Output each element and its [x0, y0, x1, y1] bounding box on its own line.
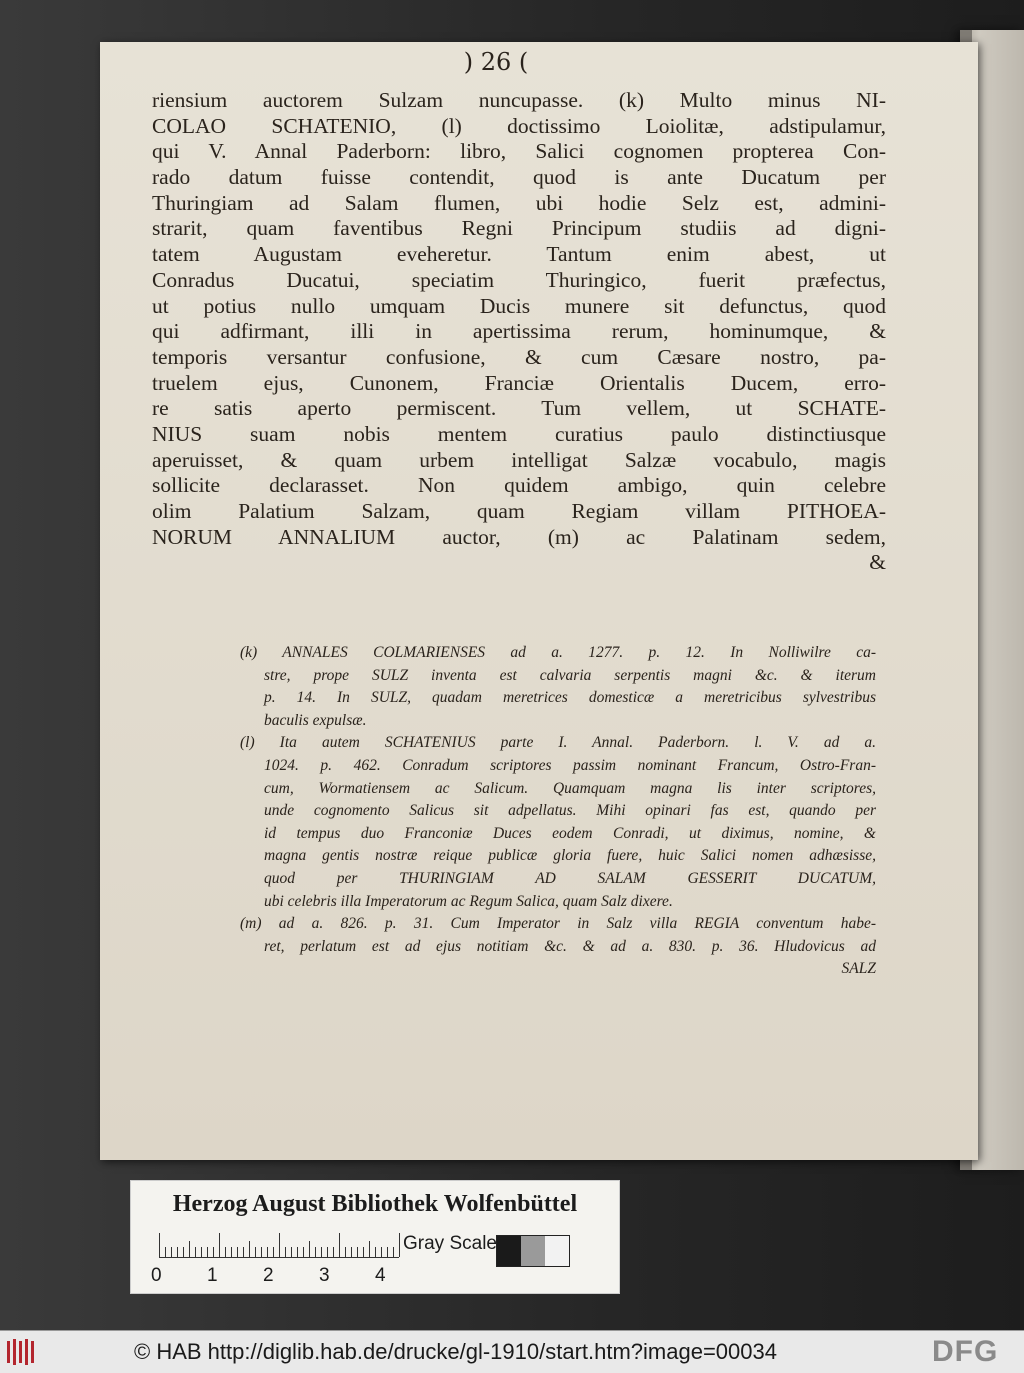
text-line: Conradus Ducatui, speciatim Thuringico, fuerit præfectus,	[152, 267, 886, 292]
footer-bar	[0, 1330, 1024, 1373]
footnote-line: 1024. p. 462. Conradum scriptores passim nominant Francum, Ostro-Fran-	[264, 756, 876, 774]
text-line: ut potius nullo umquam Ducis munere sit defunctus, quod	[152, 293, 886, 318]
text-line: qui V. Annal Paderborn: libro, Salici cognomen propterea Con-	[152, 139, 886, 164]
color-chart-card	[130, 1180, 620, 1294]
hab-logo-icon	[6, 1337, 38, 1367]
footnote-line: stre, prope SULZ inventa est calvaria serpentis magni &c. & iterum	[264, 666, 876, 684]
ruler-tick	[201, 1247, 202, 1257]
footnotes-block	[240, 642, 876, 981]
text-line: sollicite declarasset. Non quidem ambigo, quin celebre	[152, 473, 886, 498]
ruler-tick	[333, 1247, 334, 1257]
text-line: NIUS suam nobis mentem curatius paulo distinctiusque	[152, 421, 886, 446]
text-line: rado datum fuisse contendit, quod is ante Ducatum per	[152, 165, 886, 190]
ruler-tick	[207, 1247, 208, 1257]
ruler-tick	[225, 1247, 226, 1257]
footnote-line: magna gentis nostræ reique publicæ gloria fuere, huic Salici nomen adhæsisse,	[264, 847, 876, 865]
catchword: &	[869, 550, 886, 575]
ruler-tick	[213, 1247, 214, 1257]
ruler-number: 0	[151, 1265, 162, 1286]
ruler-tick	[165, 1247, 166, 1257]
text-line: truelem ejus, Cunonem, Franciæ Orientalis Ducem, erro-	[152, 370, 886, 395]
ruler-tick	[321, 1247, 322, 1257]
text-line: aperuisset, & quam urbem intelligat Salzæ vocabulo, magis	[152, 447, 886, 472]
footnote-line: (m) ad a. 826. p. 31. Cum Imperator in Salz villa REGIA conventum habe-	[240, 915, 876, 933]
text-line: riensium auctorem Sulzam nuncupasse. (k) Multo minus NI-	[152, 88, 886, 112]
ruler-tick	[357, 1247, 358, 1257]
ruler	[159, 1233, 399, 1258]
gray-scale-label: Gray Scale	[403, 1233, 497, 1254]
footnote-line: unde cognomento Salicus sit adpellatus. Mihi opinari fas est, quando per	[264, 802, 876, 820]
ruler-tick	[351, 1247, 352, 1257]
ruler-tick	[291, 1247, 292, 1257]
ruler-tick	[237, 1247, 238, 1257]
ruler-number: 3	[319, 1265, 330, 1286]
text-line: temporis versantur confusione, & cum Cæsare nostro, pa-	[152, 344, 886, 369]
text-line: qui adfirmant, illi in apertissima rerum, hominumque, &	[152, 319, 886, 344]
footnote-line: (k) ANNALES COLMARIENSES ad a. 1277. p. 12. In Nolliwilre ca-	[240, 644, 876, 661]
ruler-tick	[261, 1247, 262, 1257]
ruler-tick	[171, 1247, 172, 1257]
footnote-line: ret, perlatum est ad ejus notitiam &c. & ad a. 830. p. 36. Hludovicus ad	[264, 937, 876, 955]
text-line: tatem Augustam eveheretur. Tantum enim abest, ut	[152, 242, 886, 267]
ruler-tick	[273, 1247, 274, 1257]
ruler-number: 1	[207, 1265, 218, 1286]
text-line: COLAO SCHATENIO, (l) doctissimo Loiolitæ, adstipulamur,	[152, 113, 886, 138]
ruler-tick	[345, 1247, 346, 1257]
ruler-tick	[255, 1247, 256, 1257]
ruler-tick	[195, 1247, 196, 1257]
text-line: strarit, quam faventibus Regni Principum studiis ad digni-	[152, 216, 886, 241]
ruler-tick	[339, 1233, 340, 1257]
ruler-tick	[183, 1247, 184, 1257]
ruler-tick	[177, 1247, 178, 1257]
footnote-line: (l) Ita autem SCHATENIUS parte I. Annal. Paderborn. l. V. ad a.	[240, 734, 876, 752]
ruler-tick	[231, 1247, 232, 1257]
footnote-line: ubi celebris illa Imperatorum ac Regum Salica, quam Salz dixere.	[264, 892, 673, 910]
gray-patch	[545, 1236, 569, 1266]
ruler-tick	[249, 1241, 250, 1257]
ruler-tick	[375, 1247, 376, 1257]
gray-patch	[521, 1236, 545, 1266]
ruler-number: 4	[375, 1265, 386, 1286]
footnote-line: id tempus duo Franconiæ Duces eodem Conradi, ut diximus, nomine, &	[264, 824, 876, 842]
ruler-number: 2	[263, 1265, 274, 1286]
ruler-tick	[243, 1247, 244, 1257]
footnote-line: cum, Wormatiensem ac Salicum. Quamquam magna lis inter scriptores,	[264, 779, 876, 797]
text-line: re satis aperto permiscent. Tum vellem, ut SCHATE-	[152, 396, 886, 421]
institution-name: Herzog August Bibliothek Wolfenbüttel	[172, 1191, 578, 1217]
ruler-tick	[315, 1247, 316, 1257]
gray-scale-swatch	[496, 1235, 570, 1267]
ruler-tick	[297, 1247, 298, 1257]
copyright-link[interactable]: © HAB http://diglib.hab.de/drucke/gl-1910/start.htm?image=00034	[134, 1339, 777, 1364]
ruler-numbers	[151, 1265, 411, 1287]
text-line: Thuringiam ad Salam flumen, ubi hodie Selz est, admini-	[152, 190, 886, 215]
ruler-tick	[285, 1247, 286, 1257]
dfg-logo: DFG	[932, 1335, 999, 1368]
main-text-block	[152, 88, 886, 576]
footnote-line: quod per THURINGIAM AD SALAM GESSERIT DUCATUM,	[264, 869, 876, 887]
gray-patch	[497, 1236, 521, 1266]
text-line: olim Palatium Salzam, quam Regiam villam PITHOEA-	[152, 499, 886, 523]
ruler-tick	[393, 1247, 394, 1257]
ruler-tick	[387, 1247, 388, 1257]
ruler-tick	[369, 1241, 370, 1257]
page-number: ) 26 (	[463, 48, 529, 76]
ruler-tick	[381, 1247, 382, 1257]
ruler-tick	[267, 1247, 268, 1257]
footnote-line: p. 14. In SULZ, quadam meretrices domesticæ a meretricibus sylvestribus	[264, 689, 876, 707]
ruler-tick	[327, 1247, 328, 1257]
ruler-tick	[159, 1233, 160, 1257]
ruler-tick	[363, 1247, 364, 1257]
footnote-line: baculis expulsæ.	[264, 711, 367, 729]
ruler-tick	[189, 1241, 190, 1257]
footnote-line: SALZ	[841, 960, 876, 978]
ruler-tick	[309, 1241, 310, 1257]
ruler-tick	[219, 1233, 220, 1257]
ruler-tick	[279, 1233, 280, 1257]
ruler-tick	[399, 1233, 400, 1257]
ruler-tick	[303, 1247, 304, 1257]
text-line: NORUM ANNALIUM auctor, (m) ac Palatinam sedem,	[152, 524, 886, 549]
